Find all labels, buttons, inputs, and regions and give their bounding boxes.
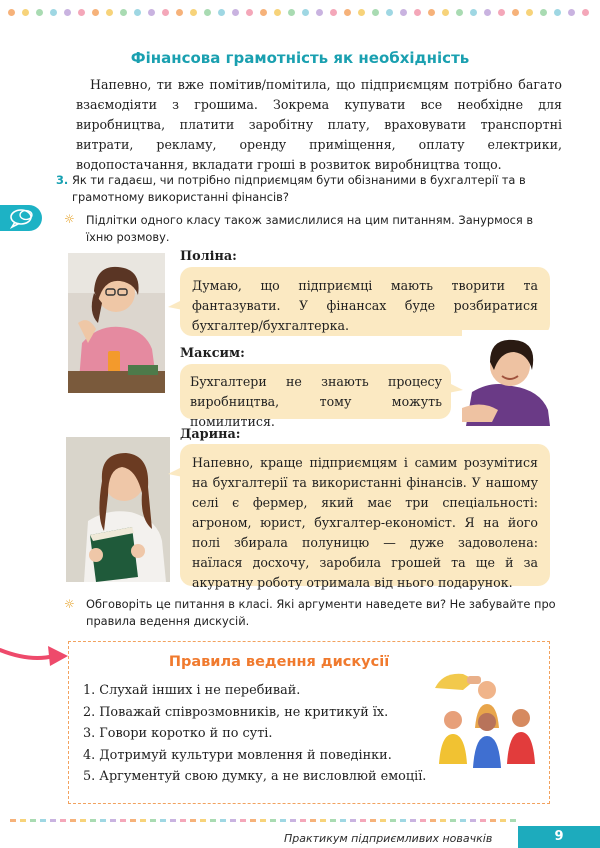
decorative-dash (430, 819, 436, 822)
bubble-tail (168, 297, 188, 313)
decorative-dash (440, 819, 446, 822)
decorative-dot (414, 9, 421, 16)
decorative-dash (400, 819, 406, 822)
decorative-dash (310, 819, 316, 822)
decorative-dash (140, 819, 146, 822)
decorative-dot (568, 9, 575, 16)
decorative-dash (170, 819, 176, 822)
speech-text-polina: Думаю, що підприємці мають творити та фантазувати. У фінансах буде розбиратися бухгалтер/бухгалтерка. (192, 278, 538, 333)
decorative-dash (490, 819, 496, 822)
decorative-dash (80, 819, 86, 822)
speaker-daryna: Дарина: (180, 427, 241, 442)
decorative-dash (290, 819, 296, 822)
decorative-dash (130, 819, 136, 822)
figurines-illustration (433, 664, 551, 776)
decorative-dot (288, 9, 295, 16)
rule-item: 3. Говори коротко й по суті. (83, 726, 273, 741)
decorative-dot (442, 9, 449, 16)
decorative-dash (480, 819, 486, 822)
decorative-dash (270, 819, 276, 822)
bubble-tail (168, 464, 188, 480)
decorative-dash (300, 819, 306, 822)
decorative-dot (78, 9, 85, 16)
decorative-dot (470, 9, 477, 16)
decorative-dash (460, 819, 466, 822)
decorative-dash (370, 819, 376, 822)
decorative-dot (456, 9, 463, 16)
decorative-dash (350, 819, 356, 822)
rules-title: Правила ведення дискусії (168, 654, 390, 670)
decorative-dash (360, 819, 366, 822)
decorative-dash (260, 819, 266, 822)
photo-daryna (66, 437, 170, 582)
rule-item: 2. Поважай співрозмовників, не критикуй їх. (83, 704, 389, 720)
decorative-dash (280, 819, 286, 822)
intro-paragraph: Напевно, ти вже помітив/помітила, що підприємцям потрібно багато взаємодіяти з грошима. Зокрема купувати все необхідне для виробництва, платити заробітну плату, враховувати транспортні витрати, рекламу, оренду приміщення, оплату електрики, водопостачання, вкладати гроші в розвиток виробництва тощо. (76, 77, 562, 172)
discussion-prompt: Обговоріть це питання в класі. Які аргументи наведете ви? Не забувайте про правила ведення дискусій. (86, 597, 556, 628)
decorative-dot (386, 9, 393, 16)
decorative-dot (274, 9, 281, 16)
photo-maksym (462, 330, 550, 426)
decorative-dot (218, 9, 225, 16)
decorative-dash (230, 819, 236, 822)
decorative-dot (428, 9, 435, 16)
decorative-dot (400, 9, 407, 16)
decorative-dash (470, 819, 476, 822)
decorative-dot (64, 9, 71, 16)
decorative-dash (100, 819, 106, 822)
decorative-dot (330, 9, 337, 16)
decorative-dot (302, 9, 309, 16)
decorative-dash (120, 819, 126, 822)
bubble-tail (443, 380, 463, 396)
speaker-maksym: Максим: (180, 346, 245, 361)
photo-polina (68, 253, 165, 393)
decorative-dot (484, 9, 491, 16)
decorative-dot (512, 9, 519, 16)
decorative-dot (232, 9, 239, 16)
decorative-dot (36, 9, 43, 16)
rule-item: 5. Аргументуй свою думку, а не висловлюй емоції. (83, 769, 427, 784)
speaker-polina: Поліна: (180, 249, 237, 264)
decorative-dash (180, 819, 186, 822)
decorative-dot (246, 9, 253, 16)
decorative-dot (162, 9, 169, 16)
decorative-dot (344, 9, 351, 16)
decorative-dot (92, 9, 99, 16)
decorative-dash (320, 819, 326, 822)
decorative-dash (150, 819, 156, 822)
decorative-dash (70, 819, 76, 822)
speech-bubble-daryna (180, 444, 550, 590)
decorative-dash (110, 819, 116, 822)
page-number: 9 (518, 826, 600, 848)
discussion-side-tab (0, 205, 42, 231)
decorative-dash (220, 819, 226, 822)
decorative-dot (120, 9, 127, 16)
pink-arrow-icon (0, 644, 70, 668)
lead-in-text: Підлітки одного класу також замислилися на цим питанням. Занурмося в їхню розмову. (86, 213, 534, 244)
decorative-dot (260, 9, 267, 16)
decorative-dot-row (8, 9, 592, 19)
decorative-dash (340, 819, 346, 822)
speech-bubble-polina (180, 267, 550, 336)
decorative-dot (134, 9, 141, 16)
decorative-dot (498, 9, 505, 16)
speech-text-daryna: Напевно, краще підприємцям і самим розумітися на бухгалтерії та використанні фінансів. У нашому селі є фермер, який має три спеціальності: агроном, юрист, бухгалтер-економіст. Я на його полі збирала полуницю — дуже задоволена: наїлася досхочу, заробила грошей та ще й за акуратну роботу отримала від нього подарунок. (192, 455, 538, 590)
decorative-dot (358, 9, 365, 16)
decorative-dash (420, 819, 426, 822)
decorative-dot (190, 9, 197, 16)
decorative-dot (106, 9, 113, 16)
speech-text-maksym: Бухгалтери не знають процесу виробництва, тому можуть помилитися. (190, 374, 442, 429)
decorative-dash (60, 819, 66, 822)
chat-bubble-icon (0, 205, 42, 231)
decorative-dash (380, 819, 386, 822)
footer-dashed-line (10, 819, 520, 823)
decorative-dot (540, 9, 547, 16)
decorative-dot (554, 9, 561, 16)
decorative-dash (50, 819, 56, 822)
decorative-dash (90, 819, 96, 822)
decorative-dash (200, 819, 206, 822)
decorative-dash (330, 819, 336, 822)
decorative-dot (372, 9, 379, 16)
footer-book-title: Практикум підприємливих новачків (284, 832, 493, 845)
decorative-dot (22, 9, 29, 16)
decorative-dash (410, 819, 416, 822)
rules-list (83, 680, 426, 788)
sun-bullet-icon: ☼ (64, 597, 75, 611)
decorative-dash (40, 819, 46, 822)
decorative-dash (30, 819, 36, 822)
rule-item: 4. Дотримуй культури мовлення й поведінки. (83, 747, 392, 763)
decorative-dash (450, 819, 456, 822)
question-number: 3. (56, 173, 69, 187)
decorative-dash (240, 819, 246, 822)
sun-bullet-icon: ☼ (64, 212, 75, 226)
decorative-dot (204, 9, 211, 16)
decorative-dot (8, 9, 15, 16)
decorative-dash (190, 819, 196, 822)
decorative-dot (176, 9, 183, 16)
decorative-dash (390, 819, 396, 822)
decorative-dash (10, 819, 16, 822)
decorative-dash (500, 819, 506, 822)
decorative-dash (20, 819, 26, 822)
section-title: Фінансова грамотність як необхідність (130, 49, 470, 67)
decorative-dash (250, 819, 256, 822)
decorative-dash (510, 819, 516, 822)
rule-item: 1. Слухай інших і не перебивай. (83, 683, 301, 698)
decorative-dot (148, 9, 155, 16)
decorative-dot (526, 9, 533, 16)
decorative-dot (316, 9, 323, 16)
decorative-dash (210, 819, 216, 822)
question-text: Як ти гадаєш, чи потрібно підприємцям бути обізнаними в бухгалтерії та в грамотному використанні фінансів? (72, 173, 526, 204)
decorative-dash (160, 819, 166, 822)
decorative-dot (582, 9, 589, 16)
decorative-dot (50, 9, 57, 16)
speech-bubble-maksym (180, 364, 451, 429)
